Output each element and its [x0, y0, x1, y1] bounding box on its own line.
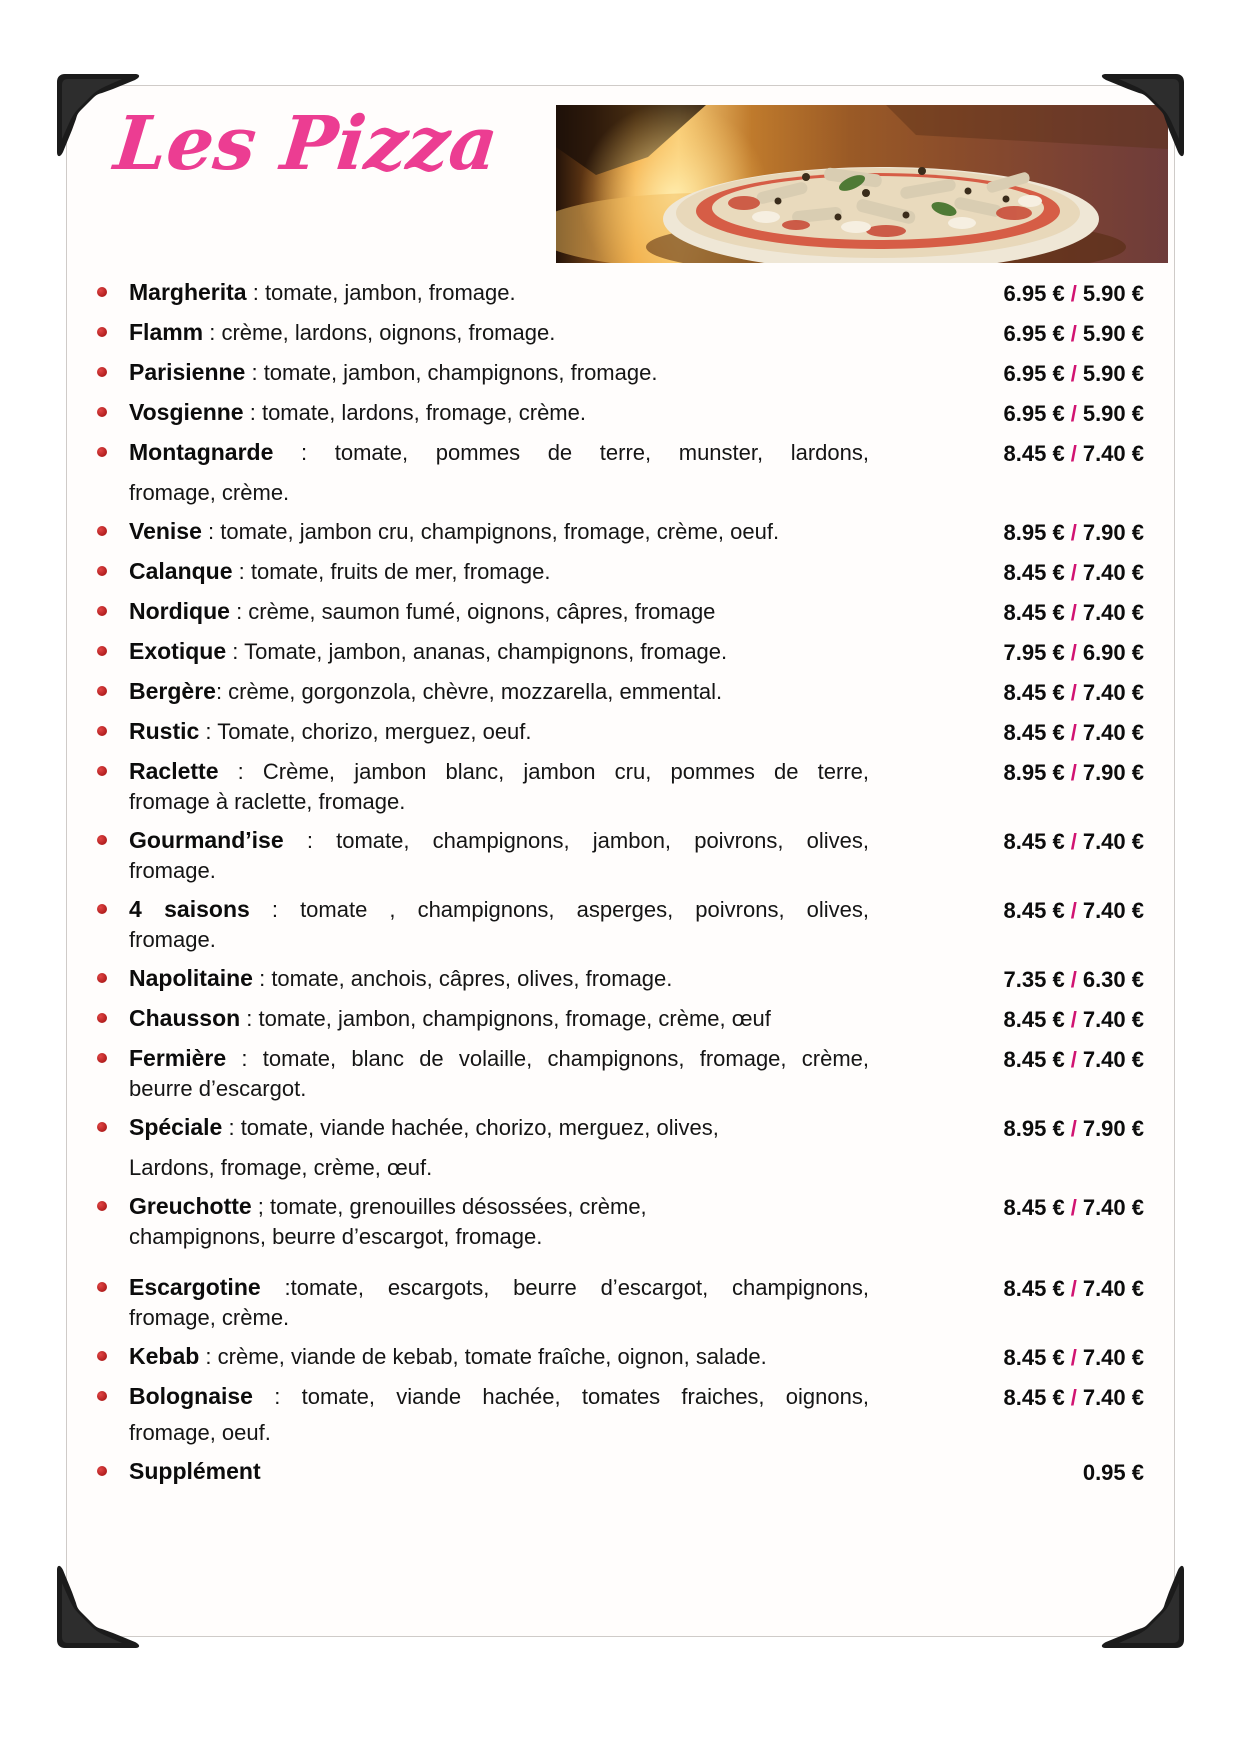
item-desc: tomate, anchois, câpres, olives, fromage.: [271, 966, 673, 991]
item-price: 8.45 € / 7.40 €: [1003, 680, 1144, 705]
item-name: Gourmand’ise: [129, 827, 284, 853]
item-sep: :: [252, 1384, 302, 1409]
item-desc: tomate, viande hachée, chorizo, merguez, olives,: [240, 1115, 719, 1140]
price-slash: /: [1070, 1047, 1077, 1072]
menu-item-bolognaise: [89, 1383, 1144, 1446]
bullet-icon: [97, 904, 107, 914]
menu-item-vosgienne: [89, 399, 1144, 427]
item-desc: tomate, jambon, champignons, fromage, crème, œuf: [258, 1006, 771, 1031]
item-desc: crème, gorgonzola, chèvre, mozzarella, emmental.: [228, 679, 723, 704]
bullet-icon: [97, 1391, 107, 1401]
menu-item-chausson: [89, 1005, 1144, 1033]
item-sep: :: [260, 1275, 291, 1300]
photo-corner-top-left-icon: [54, 71, 146, 163]
item-price: 8.45 € / 7.40 €: [1003, 1047, 1144, 1072]
bullet-icon: [97, 407, 107, 417]
item-price: 8.45 € / 7.40 €: [1003, 441, 1144, 466]
item-name: Napolitaine: [129, 965, 253, 991]
item-sep: :: [226, 1046, 263, 1071]
item-price: 8.45 € / 7.40 €: [1003, 1007, 1144, 1032]
item-desc: Crème, jambon blanc, jambon cru, pommes de terre,: [262, 759, 870, 784]
item-price: 8.45 € / 7.40 €: [1003, 1276, 1144, 1301]
bullet-icon: [97, 835, 107, 845]
price-slash: /: [1070, 1007, 1077, 1032]
item-name: Greuchotte: [129, 1193, 252, 1219]
bullet-icon: [97, 726, 107, 736]
bullet-icon: [97, 287, 107, 297]
item-sep: :: [232, 559, 251, 584]
price-slash: /: [1070, 321, 1077, 346]
item-desc: crème, saumon fumé, oignons, câpres, fromage: [248, 599, 716, 624]
menu-item-flamm: [89, 319, 1144, 347]
price-slash: /: [1070, 520, 1077, 545]
price-slash: /: [1070, 281, 1077, 306]
item-price: 7.35 € / 6.30 €: [1003, 967, 1144, 992]
menu-item-kebab: [89, 1343, 1144, 1371]
item-name: Bolognaise: [129, 1383, 253, 1409]
menu-item-raclette: [89, 758, 1144, 815]
item-desc: tomate, pommes de terre, munster, lardons,: [334, 440, 869, 465]
item-name: Kebab: [129, 1343, 200, 1369]
item-desc: Tomate, chorizo, merguez, oeuf.: [217, 719, 532, 744]
item-name: Chausson: [129, 1005, 241, 1031]
item-sep: :: [203, 320, 222, 345]
item-sep: :: [283, 828, 337, 853]
item-sep: :: [252, 966, 272, 991]
item-sep: :: [218, 759, 263, 784]
item-price: 8.45 € / 7.40 €: [1003, 1385, 1144, 1410]
menu-item-supplement: [89, 1458, 1144, 1486]
bullet-icon: [97, 1466, 107, 1476]
bullet-icon: [97, 766, 107, 776]
item-sep: ;: [251, 1194, 271, 1219]
item-desc: tomate, grenouilles désossées, crème,: [270, 1194, 647, 1219]
item-name: Margherita: [129, 279, 247, 305]
item-price: 0.95 €: [1082, 1460, 1144, 1485]
item-desc: tomate, jambon, fromage.: [264, 280, 516, 305]
pizza-list: [67, 279, 1174, 1498]
menu-item-napolitaine: [89, 965, 1144, 993]
price-slash: /: [1070, 760, 1077, 785]
bullet-icon: [97, 1351, 107, 1361]
item-desc: tomate, champignons, jambon, poivrons, olives,: [336, 828, 870, 853]
item-desc: Tomate, jambon, ananas, champignons, fromage.: [244, 639, 728, 664]
menu-item-exotique: [89, 638, 1144, 666]
item-sep: :: [243, 400, 262, 425]
price-slash: /: [1070, 680, 1077, 705]
item-desc-line2: fromage, crème.: [129, 1305, 290, 1330]
bullet-icon: [97, 566, 107, 576]
menu-item-venise: [89, 518, 1144, 546]
bullet-icon: [97, 973, 107, 983]
price-slash: /: [1070, 829, 1077, 854]
item-desc-line2: Lardons, fromage, crème, œuf.: [129, 1155, 433, 1180]
menu-item-calanque: [89, 558, 1144, 586]
bullet-icon: [97, 367, 107, 377]
bullet-icon: [97, 646, 107, 656]
item-name: Flamm: [129, 319, 204, 345]
item-name: Montagnarde: [129, 439, 274, 465]
item-desc-line2: fromage, crème.: [129, 480, 290, 505]
item-price: 8.45 € / 7.40 €: [1003, 1345, 1144, 1370]
menu-item-montagnarde: [89, 439, 1144, 506]
item-desc: tomate, jambon, champignons, fromage.: [263, 360, 658, 385]
bullet-icon: [97, 1122, 107, 1132]
photo-corner-bottom-right-icon: [1095, 1559, 1187, 1651]
item-sep: :: [215, 679, 229, 704]
item-desc: tomate, viande hachée, tomates fraiches, oignons,: [301, 1384, 869, 1409]
price-slash: /: [1070, 401, 1077, 426]
menu-item-escargotine: [89, 1274, 1144, 1331]
item-sep: :: [249, 897, 301, 922]
item-price: 8.45 € / 7.40 €: [1003, 720, 1144, 745]
menu-page: [66, 85, 1175, 1637]
item-sep: :: [246, 280, 265, 305]
item-desc-line2: fromage, oeuf.: [129, 1420, 271, 1445]
item-price: 8.45 € / 7.40 €: [1003, 829, 1144, 854]
photo-corner-top-right-icon: [1095, 71, 1187, 163]
price-slash: /: [1070, 361, 1077, 386]
item-price: 6.95 € / 5.90 €: [1003, 361, 1144, 386]
price-slash: /: [1070, 1345, 1077, 1370]
price-slash: /: [1070, 1385, 1077, 1410]
item-sep: :: [199, 1344, 218, 1369]
item-price: 8.95 € / 7.90 €: [1003, 760, 1144, 785]
menu-item-rustic: [89, 718, 1144, 746]
item-name: Calanque: [129, 558, 233, 584]
menu-item-4-saisons: [89, 896, 1144, 953]
item-desc: tomate, fruits de mer, fromage.: [250, 559, 551, 584]
item-sep: :: [273, 440, 335, 465]
bullet-icon: [97, 327, 107, 337]
price-slash: /: [1070, 1195, 1077, 1220]
bullet-icon: [97, 1201, 107, 1211]
item-sep: :: [245, 360, 264, 385]
item-price: 8.45 € / 7.40 €: [1003, 1195, 1144, 1220]
item-desc: tomate, lardons, fromage, crème.: [261, 400, 586, 425]
item-desc-line2: fromage.: [129, 927, 216, 952]
menu-item-greuchotte: [89, 1193, 1144, 1250]
bullet-icon: [97, 606, 107, 616]
item-desc: tomate, escargots, beurre d’escargot, champignons,: [290, 1275, 869, 1300]
item-price: 8.95 € / 7.90 €: [1003, 520, 1144, 545]
item-name: Fermière: [129, 1045, 227, 1071]
item-name: Rustic: [129, 718, 200, 744]
price-slash: /: [1070, 640, 1077, 665]
item-price: 6.95 € / 5.90 €: [1003, 321, 1144, 346]
menu-item-nordique: [89, 598, 1144, 626]
menu-item-speciale: [89, 1114, 1144, 1181]
item-name: Vosgienne: [129, 399, 244, 425]
menu-item-gourmandise: [89, 827, 1144, 884]
item-name: Supplément: [129, 1458, 261, 1484]
menu-item-parisienne: [89, 359, 1144, 387]
item-desc: crème, viande de kebab, tomate fraîche, oignon, salade.: [217, 1344, 767, 1369]
price-slash: /: [1070, 1116, 1077, 1141]
item-sep: :: [240, 1006, 259, 1031]
item-name: Escargotine: [129, 1274, 261, 1300]
item-sep: :: [222, 1115, 241, 1140]
item-sep: :: [229, 599, 249, 624]
item-name: Bergère: [129, 678, 216, 704]
item-sep: :: [226, 639, 245, 664]
price-slash: /: [1070, 967, 1077, 992]
bullet-icon: [97, 1282, 107, 1292]
bullet-icon: [97, 526, 107, 536]
price-slash: /: [1070, 720, 1077, 745]
item-desc: tomate, blanc de volaille, champignons, fromage, crème,: [262, 1046, 869, 1071]
item-desc-line2: champignons, beurre d’escargot, fromage.: [129, 1224, 543, 1249]
item-price: 8.45 € / 7.40 €: [1003, 898, 1144, 923]
item-price: 8.95 € / 7.90 €: [1003, 1116, 1144, 1141]
price-slash: /: [1070, 441, 1077, 466]
item-desc-line2: beurre d’escargot.: [129, 1076, 307, 1101]
item-name: Raclette: [129, 758, 219, 784]
item-price: 6.95 € / 5.90 €: [1003, 281, 1144, 306]
menu-item-fermiere: [89, 1045, 1144, 1102]
item-name: Parisienne: [129, 359, 246, 385]
price-slash: /: [1070, 898, 1077, 923]
item-price: 8.45 € / 7.40 €: [1003, 560, 1144, 585]
item-desc: crème, lardons, oignons, fromage.: [221, 320, 556, 345]
item-price: 6.95 € / 5.90 €: [1003, 401, 1144, 426]
photo-corner-bottom-left-icon: [54, 1559, 146, 1651]
price-slash: /: [1070, 1276, 1077, 1301]
item-name: Venise: [129, 518, 202, 544]
item-desc: tomate, jambon cru, champignons, fromage, crème, oeuf.: [220, 519, 780, 544]
item-name: Exotique: [129, 638, 227, 664]
pizza-photo: [556, 105, 1168, 263]
item-name: 4 saisons: [129, 896, 250, 922]
bullet-icon: [97, 686, 107, 696]
item-sep: :: [199, 719, 218, 744]
bullet-icon: [97, 447, 107, 457]
price-slash: /: [1070, 600, 1077, 625]
bullet-icon: [97, 1013, 107, 1023]
bullet-icon: [97, 1053, 107, 1063]
item-desc-line2: fromage.: [129, 858, 216, 883]
item-sep: :: [201, 519, 221, 544]
item-name: Spéciale: [129, 1114, 223, 1140]
menu-item-bergere: [89, 678, 1144, 706]
item-desc-line2: fromage à raclette, fromage.: [129, 789, 406, 814]
price-slash: /: [1070, 560, 1077, 585]
item-desc: tomate , champignons, asperges, poivrons, olives,: [300, 897, 869, 922]
item-name: Nordique: [129, 598, 230, 624]
item-price: 8.45 € / 7.40 €: [1003, 600, 1144, 625]
item-price: 7.95 € / 6.90 €: [1003, 640, 1144, 665]
page-title: Les Pizza: [110, 101, 502, 187]
menu-item-margherita: [89, 279, 1144, 307]
